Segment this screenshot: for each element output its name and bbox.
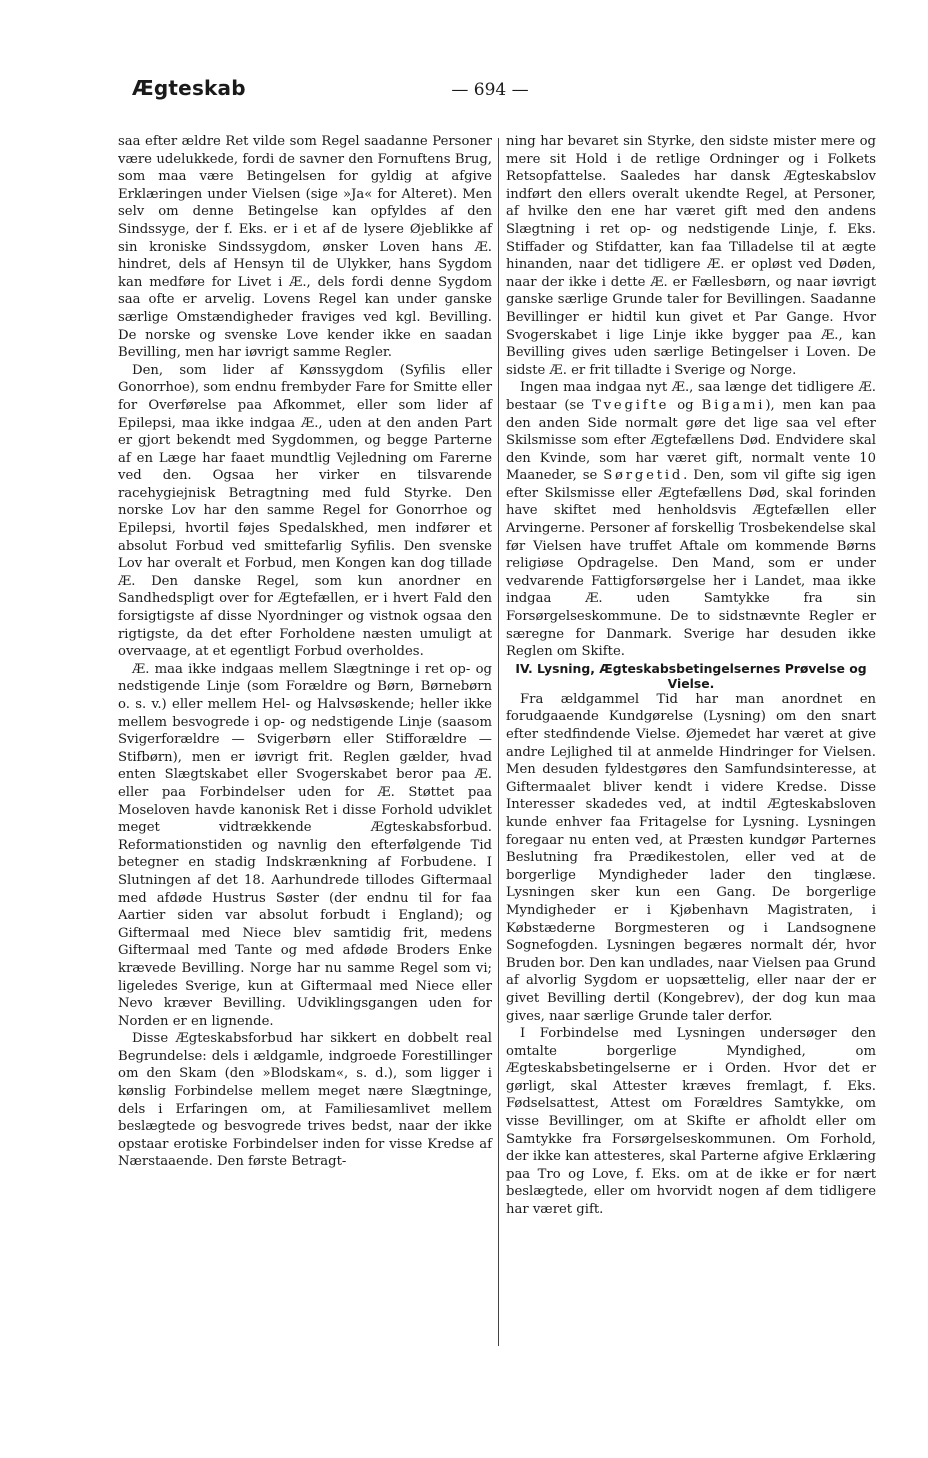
text-run: og: [669, 397, 702, 413]
paragraph: Fra ældgammel Tid har man anordnet en forudgaaende Kundgørelse (Lysning) om den snart efter stedfindende Vielse. Øjemedet har været at give andre Lejlighed til at anmelde Hindringer for Vielsen. Men desuden fyldestgøres den Samfundsinteresse, at Giftermaalet bliver kendt i videre Kredse. Disse Interesser skadedes ved, at indtil Ægteskabsloven kunde enhver faa Fritagelse for Lysning. Lysningen foregaar nu enten ved, at Præsten kundgør Parternes Beslutning fra Prædikestolen, eller ved at de borgerlige Myndigheder lader den tinglæse. Lysningen sker kun een Gang. De borgerlige Myndigheder er i Kjøbenhavn Magistraten, i Købstæderne Borgmesteren og i Landsognene Sognefogden. Lysningen begæres normalt dér, hvor Bruden bor. Den kan undlades, naar Vielsen paa Grund af alvorlig Sygdom er uopsættelig, eller naar der er givet Bevilling dertil (Kongebrev), der dog kun maa gives, naar særlige Grunde taler derfor.: [506, 691, 876, 1024]
cross-reference: Sørgetid: [603, 468, 684, 484]
paragraph: saa efter ældre Ret vilde som Regel saadanne Personer være udelukkede, fordi de savner den Fornuftens Brug, som maa være Betingelsen for gyldig at afgive Erklæringen under Vielsen (sige »Ja« for Alteret). Men selv om denne Betingelse kan opfyldes af den Sindssyge, der f. Eks. er i et af de lysere Øjeblikke af sin kroniske Sindssygdom, ønsker Loven hans Æ. hindret, dels af Hensyn til de Ulykker, hans Sygdom kan medføre for Livet i Æ., dels fordi denne Sygdom saa ofte er arvelig. Lovens Regel kan under ganske særlige Omstændigheder fraviges ved kgl. Bevilling. De norske og svenske Love kender ikke en saadan Bevilling, men har iøvrigt samme Regler.: [118, 134, 492, 361]
paragraph: Disse Ægteskabsforbud har sikkert en dobbelt real Begrundelse: dels i ældgamle, indgroede Forestillinger om den Skam (den »Blodskam«, s. d.), som ligger i kønslig Forbindelse mellem meget nære Slægtninge, dels i Erfaringen om, at Familiesamlivet mellem beslægtede og besvogrede trives bedst, naar der ikke opstaar erotiske Forbindelser inden for visse Kredse af Nærstaaende. Den første Betragt-: [118, 1031, 492, 1170]
text-run: . Den, som vil gifte sig igen efter Skilsmisse eller Ægtefællens Død, skal forinden have skiftet med henholdsvis Ægtefællen eller Arvingerne. Personer af forskellig Trosbekendelse skal før Vielsen have truffet Aftale om kommende Børns religiøse Opdragelse. Den Mand, som er under vedvarende Fattigforsørgelse her i Landet, maa ikke indgaa Æ. uden Samtykke fra sin Forsørgelseskommune. De to sidstnævnte Regler er særegne for Danmark. Sverige har desuden ikke Reglen om Skifte.: [506, 468, 876, 660]
paragraph: ning har bevaret sin Styrke, den sidste mister mere og mere sit Hold i de retlige Ordninger og i Folkets Retsopfattelse. Saaledes har dansk Ægteskabslov indført den ellers overalt ukendte Regel, at Personer, af hvilke den ene har været gift med den andens Slægtning i ret op- og nedstigende Linje, f. Eks. Stiffader og Stifdatter, kan faa Tilladelse til at ægte hinanden, naar det tidligere Æ. er opløst ved Døden, naar der ikke i dette Æ. er Fællesbørn, og naar iøvrigt ganske særlige Grunde taler for Bevillingen. Saadanne Bevillinger er hidtil kun givet et Par Gange. Hvor Svogerskabet i lige Linje ikke bygger paa Æ., kan Bevilling gives uden særlige Betingelser i Loven. De sidste Æ. er frit tilladte i Sverige og Norge.: [506, 134, 876, 378]
left-column: [118, 133, 492, 1171]
section-heading: IV. Lysning, Ægteskabsbetingelsernes Prøvelse og Vielse.: [515, 660, 867, 691]
paragraph: Den, som lider af Kønssygdom (Syfilis eller Gonorrhoe), som endnu frembyder Fare for Smitte eller for Overførelse paa Afkommet, eller som lider af Epilepsi, maa ikke indgaa Æ., uden at den anden Part er gjort bekendt med Sygdommen, og begge Parterne af en Læge har faaet mundtlig Vejledning om Farerne ved den. Ogsaa her virker en tilsvarende racehygiejnisk Betragtning med fuld Styrke. Den norske Lov har den samme Regel for Gonorrhoe og Epilepsi, hvortil føjes Spedalskhed, men indfører et absolut Forbud ved smittefarlig Syfilis. Den svenske Lov har overalt et Forbud, men Kongen kan dog tillade Æ. Den danske Regel, som kun anordner en Sandhedspligt over for Ægtefællen, er i hvert Fald den forsigtigste af disse Nyordninger og vistnok ogsaa den rigtigste, da det efter Forholdene næsten umuligt at overvaage, at et egentligt Forbud overholdes.: [118, 362, 492, 660]
running-title: Ægteskab: [132, 76, 246, 100]
text-run: Ingen maa indgaa nyt Æ., saa længe det tidligere Æ. bestaar (se: [506, 380, 876, 413]
paragraph: Æ. maa ikke indgaas mellem Slægtninge i ret op- og nedstigende Linje (som Forældre og Børn, Børnebørn o. s. v.) eller mellem Hel- og Halvsøskende; heller ikke mellem besvogrede i op- og nedstigende Linje (saasom Svigerforældre — Svigerbørn eller Stifforældre — Stifbørn), men er iøvrigt frit. Reglen gælder, hvad enten Slægtskabet eller Svogerskabet beror paa Æ. eller paa Forbindelser uden for Æ. Støttet paa Moseloven havde kanonisk Ret i disse Forhold udviklet meget vidtrækkende Ægteskabsforbud. Reformationstiden og navnlig den efterfølgende Tid betegner en stadig Indskrænkning af Forbudene. I Slutningen af det 18. Aarhundrede tillodes Giftermaal med afdøde Hustrus Søster (der endnu til for faa Aartier siden var absolut forbudt i England); og Giftermaal med Niece blev samtidig frit, medens Giftermaal med Tante og med afdøde Broders Enke krævede Bevilling. Norge har nu samme Regel som vi; ligeledes Sverige, kun at Giftermaal med Niece eller Nevo kræver Bevilling. Udviklingsgangen uden for Norden er en lignende.: [118, 661, 492, 1029]
cross-reference: Bigami: [701, 397, 766, 413]
paragraph: [506, 379, 876, 661]
paragraph: I Forbindelse med Lysningen undersøger den omtalte borgerlige Myndighed, om Ægteskabsbetingelserne er i Orden. Hvor det er gørligt, skal Attester kræves fremlagt, f. Eks. Fødselsattest, Attest om Forældres Samtykke, om visse Bevillinger, om at Skifte er afholdt eller om Samtykke fra Forsørgelseskommunen. Om Forhold, der ikke kan attesteres, skal Parterne afgive Erklæring paa Tro og Love, f. Eks. om at de ikke er for nært beslægtede, eller om hvorvidt nogen af dem tidligere har været gift.: [506, 1026, 876, 1218]
page-number: — 694 —: [451, 80, 529, 100]
cross-reference: Tvegifte: [592, 397, 670, 413]
column-divider: [498, 138, 499, 1346]
right-column: [506, 133, 876, 1219]
text-run: ), men kan paa den anden Side normalt gøre det lige saa vel efter Skilsmisse som efter Ægtefællens Død. Endvidere skal den Kvinde, som har været gift, normalt vente 10 Maaneder, se: [506, 397, 876, 484]
